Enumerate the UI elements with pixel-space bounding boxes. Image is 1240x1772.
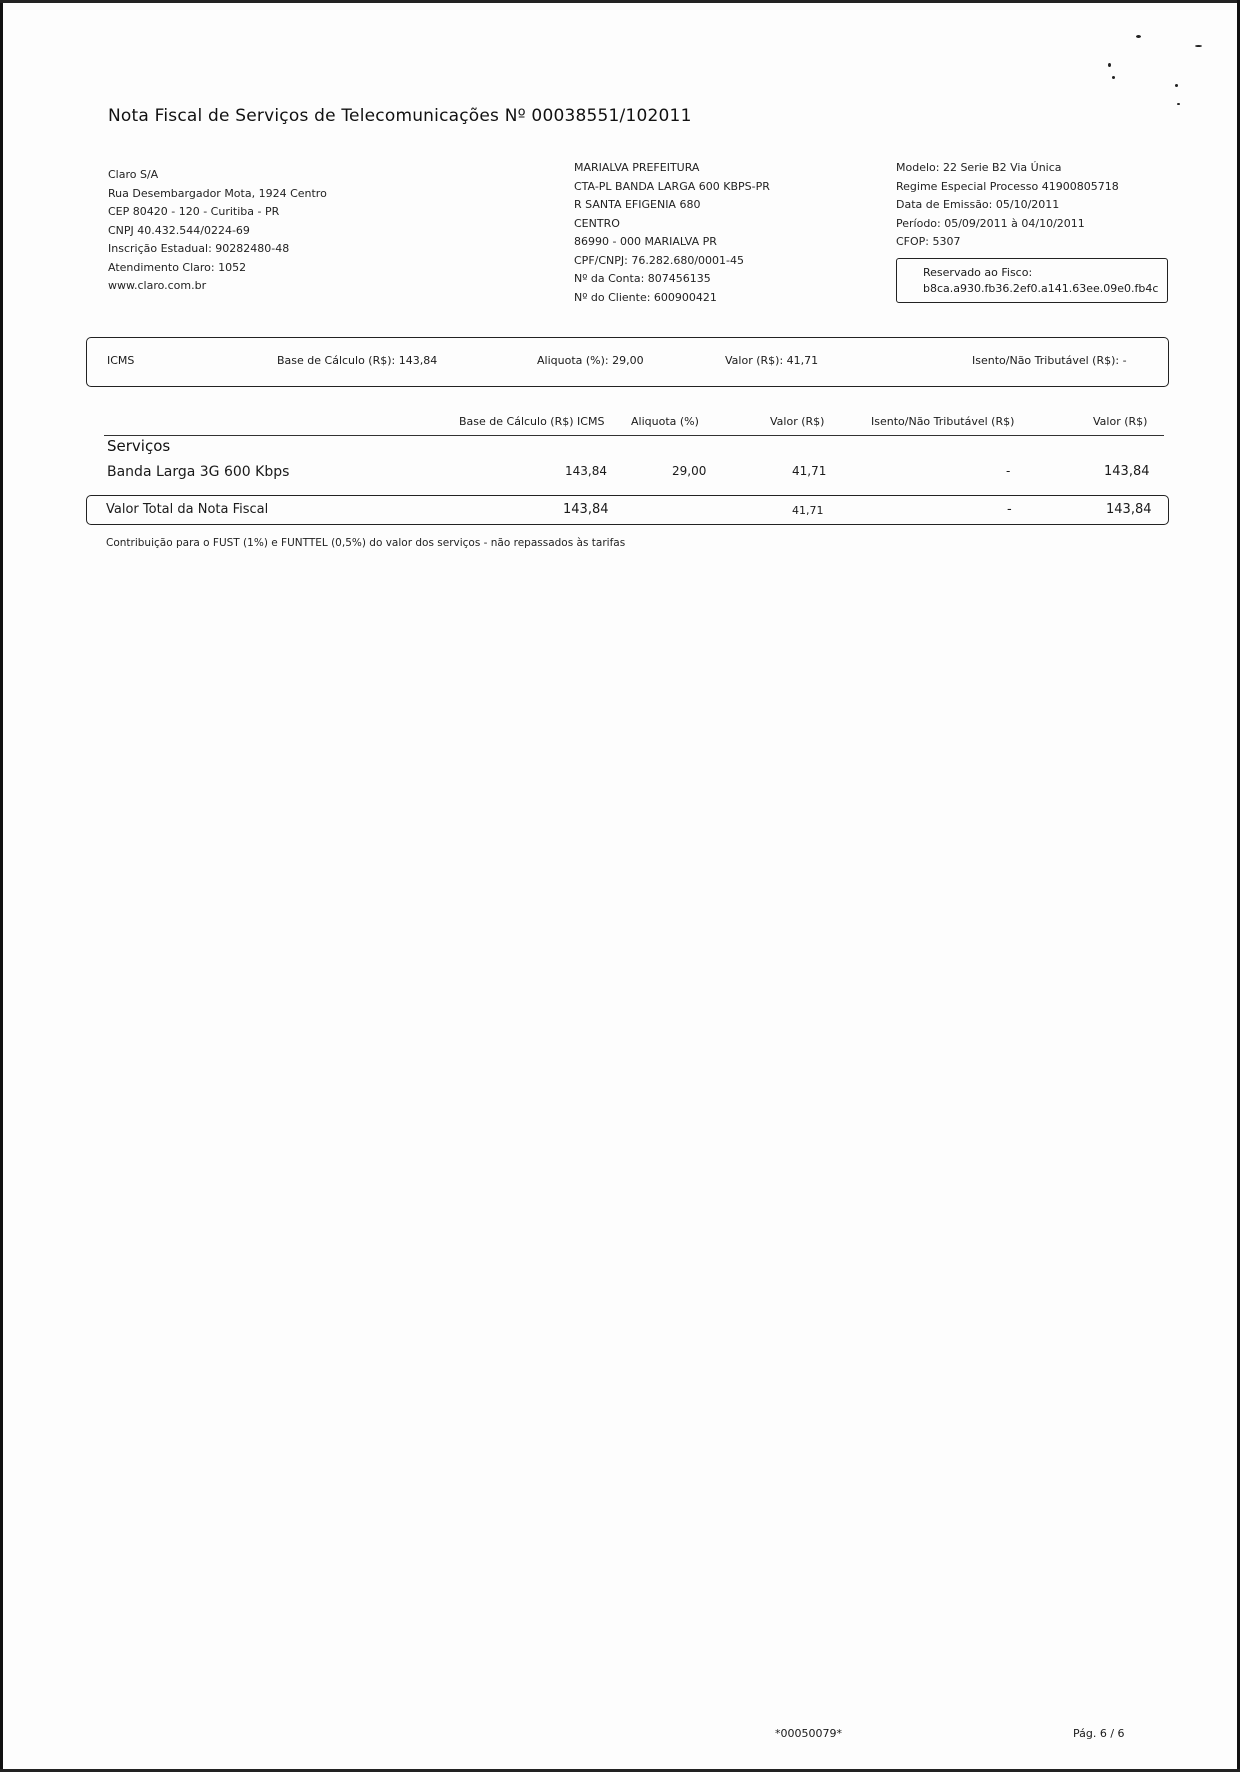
header-valor-total: Valor (R$) — [1093, 415, 1148, 428]
scan-speck — [1112, 76, 1115, 79]
icms-isento: Isento/Não Tributável (R$): - — [972, 354, 1127, 367]
issuer-block — [108, 166, 327, 296]
meta-issue-date: Data de Emissão: 05/10/2011 — [896, 198, 1060, 211]
customer-city: 86990 - 000 MARIALVA PR — [574, 235, 717, 248]
customer-account-number: Nº da Conta: 807456135 — [574, 272, 711, 285]
total-valor: 41,71 — [792, 504, 824, 517]
customer-client-number: Nº do Cliente: 600900421 — [574, 290, 717, 304]
scan-edge-top — [0, 0, 1240, 3]
header-base: Base de Cálculo (R$) ICMS — [459, 415, 605, 428]
customer-plan: CTA-PL BANDA LARGA 600 KBPS-PR — [574, 179, 770, 193]
scan-speck — [1136, 35, 1141, 38]
issuer-support: Atendimento Claro: 1052 — [108, 260, 247, 274]
invoice-total-box — [86, 495, 1169, 525]
customer-district: CENTRO — [574, 216, 620, 230]
customer-cnpj: CPF/CNPJ: 76.282.680/0001-45 — [574, 253, 744, 267]
issuer-cnpj: CNPJ 40.432.544/0224-69 — [108, 223, 250, 237]
header-aliquota: Aliquota (%) — [631, 415, 699, 428]
meta-regime: Regime Especial Processo 41900805718 — [896, 179, 1119, 193]
row-valor-total: 143,84 — [1104, 464, 1150, 479]
header-isento: Isento/Não Tributável (R$) — [871, 415, 1015, 428]
invoice-meta-block — [896, 159, 1119, 252]
row-aliquota: 29,00 — [672, 464, 707, 478]
meta-model: Modelo: 22 Serie B2 Via Única — [896, 161, 1062, 174]
invoice-title: Nota Fiscal de Serviços de Telecomunicações Nº 00038551/102011 — [108, 106, 692, 126]
total-label: Valor Total da Nota Fiscal — [106, 502, 269, 517]
total-valor-total: 143,84 — [1106, 502, 1152, 517]
scan-speck — [1177, 103, 1180, 105]
meta-cfop: CFOP: 5307 — [896, 235, 961, 248]
issuer-cep: CEP 80420 - 120 - Curitiba - PR — [108, 205, 280, 218]
meta-period: Período: 05/09/2011 à 04/10/2011 — [896, 216, 1085, 230]
icms-summary-box — [86, 337, 1169, 387]
icms-base: Base de Cálculo (R$): 143,84 — [277, 354, 438, 367]
fisco-label: Reservado ao Fisco: — [923, 266, 1033, 279]
customer-name: MARIALVA PREFEITURA — [574, 161, 700, 174]
scan-edge-left — [0, 0, 3, 1772]
fust-funttel-note: Contribuição para o FUST (1%) e FUNTTEL (0,5%) do valor dos serviços - não repassados às tarifas — [106, 537, 626, 549]
issuer-state-registration: Inscrição Estadual: 90282480-48 — [108, 242, 290, 255]
row-base: 143,84 — [565, 464, 607, 478]
issuer-name: Claro S/A — [108, 168, 159, 181]
table-header-divider — [104, 435, 1164, 436]
total-isento: - — [1007, 502, 1012, 517]
icms-aliquota: Aliquota (%): 29,00 — [537, 354, 644, 367]
customer-street: R SANTA EFIGENIA 680 — [574, 198, 701, 211]
header-valor: Valor (R$) — [770, 415, 825, 428]
row-service-label: Banda Larga 3G 600 Kbps — [107, 464, 290, 480]
icms-label: ICMS — [107, 354, 135, 367]
scan-speck — [1195, 45, 1202, 47]
fisco-reserved-box — [896, 258, 1168, 303]
scan-speck — [1108, 63, 1111, 67]
issuer-website: www.claro.com.br — [108, 279, 207, 292]
fisco-code: b8ca.a930.fb36.2ef0.a141.63ee.09e0.fb4c — [923, 282, 1159, 295]
section-title: Serviços — [107, 437, 171, 455]
page-number: Pág. 6 / 6 — [1073, 1727, 1125, 1740]
total-base: 143,84 — [563, 502, 609, 517]
icms-valor: Valor (R$): 41,71 — [725, 354, 819, 367]
row-valor: 41,71 — [792, 464, 827, 478]
customer-block — [574, 159, 770, 307]
row-isento: - — [1006, 464, 1011, 478]
document-code: *00050079* — [775, 1727, 842, 1740]
scan-speck — [1175, 84, 1178, 87]
issuer-address: Rua Desembargador Mota, 1924 Centro — [108, 186, 327, 200]
